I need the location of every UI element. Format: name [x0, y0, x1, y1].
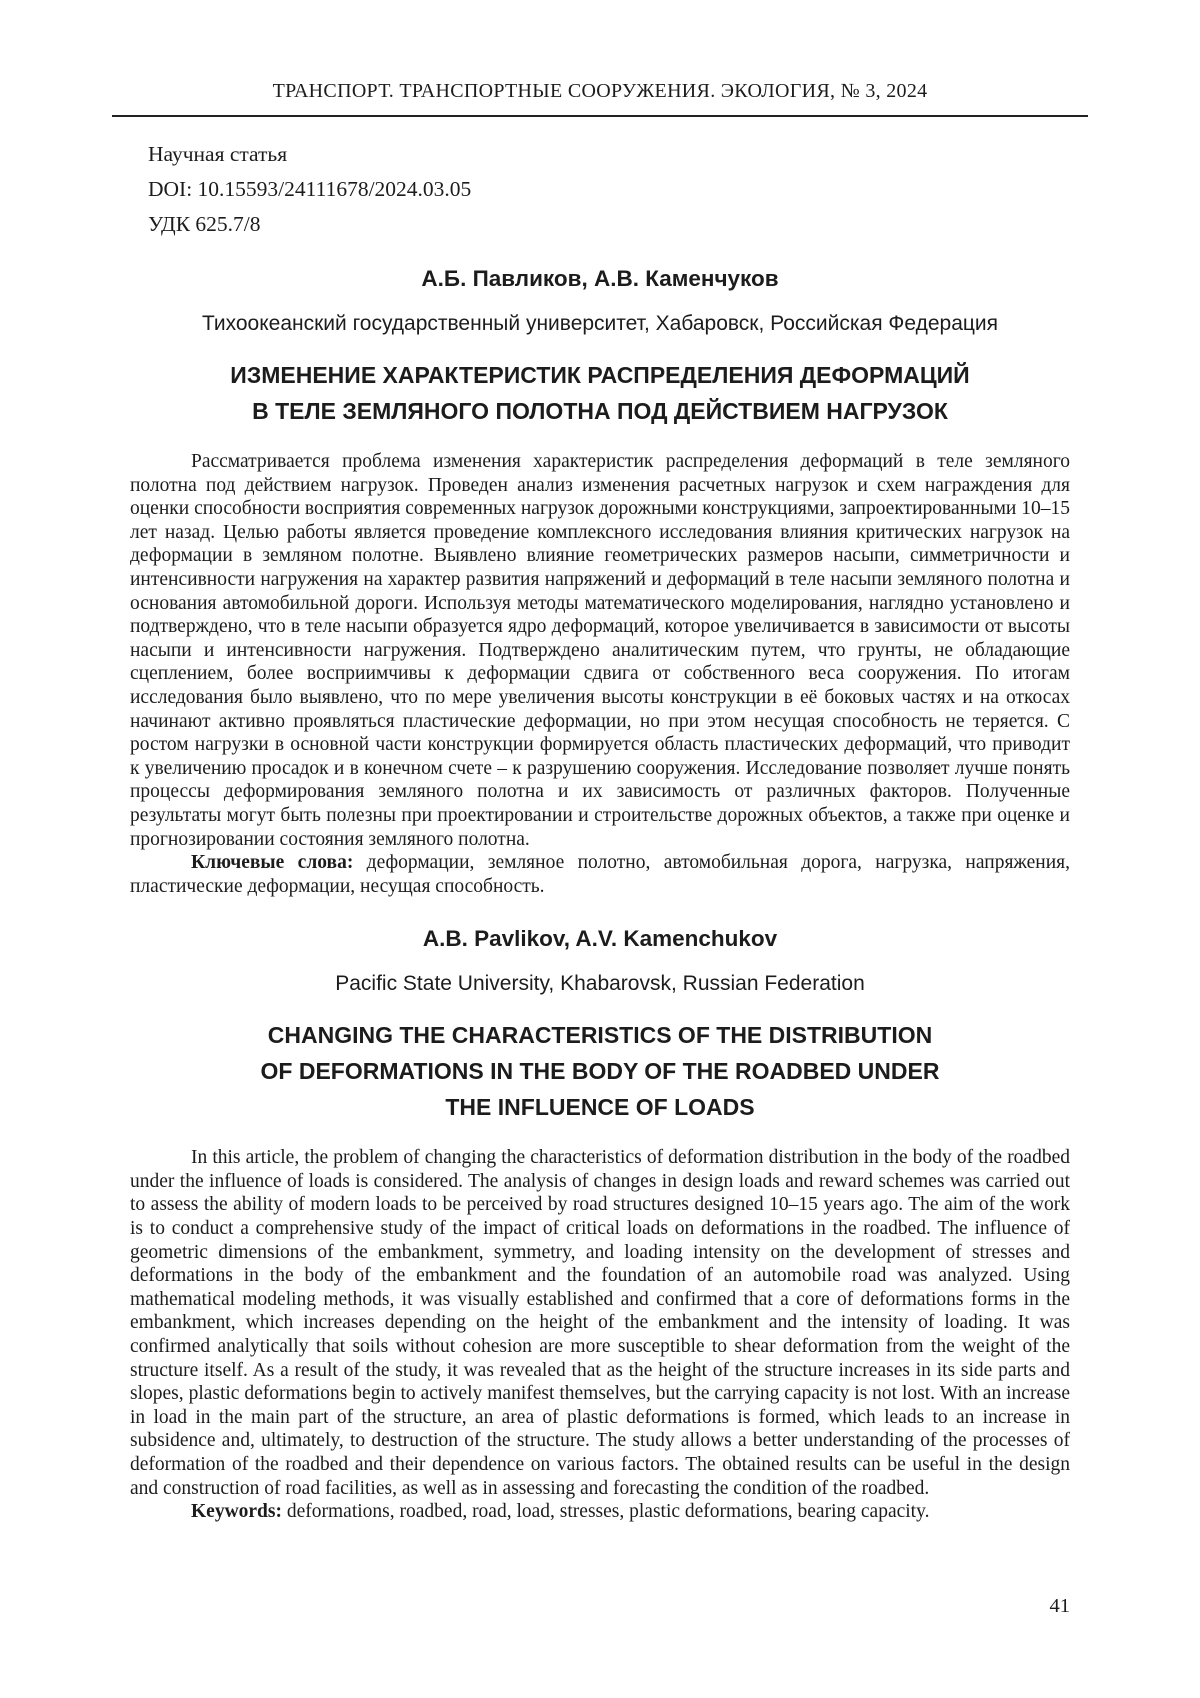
keywords-english-label: Keywords: — [191, 1501, 282, 1523]
title-russian-line2: В ТЕЛЕ ЗЕМЛЯНОГО ПОЛОТНА ПОД ДЕЙСТВИЕМ НАГРУЗОК — [252, 398, 948, 424]
journal-header: ТРАНСПОРТ. ТРАНСПОРТНЫЕ СООРУЖЕНИЯ. ЭКОЛОГИЯ, № 3, 2024 — [272, 80, 928, 102]
article-doi: DOI: 10.15593/24111678/2024.03.05 — [148, 177, 472, 201]
title-english-line1: CHANGING THE CHARACTERISTICS OF THE DISTRIBUTION — [267, 1022, 933, 1049]
title-russian — [0, 357, 1200, 429]
keywords-russian-text: деформации, земляное полотно, автомобильная дорога, нагрузка, напряжения, пластические деформации, несущая способность. — [130, 852, 1071, 897]
abstract-english-block — [130, 1146, 1070, 1524]
affiliation-russian: Тихоокеанский государственный университет, Хабаровск, Российская Федерация — [201, 312, 999, 335]
title-russian-line1: ИЗМЕНЕНИЕ ХАРАКТЕРИСТИК РАСПРЕДЕЛЕНИЯ ДЕФОРМАЦИЙ — [230, 362, 970, 388]
abstract-russian: Рассматривается проблема изменения характеристик распределения деформаций в теле земляного полотна под действием нагрузок. Проведен анализ изменения расчетных нагрузок и схем награждения для оценки способности восприятия современных нагрузок дорожными конструкциями, запроектированными 10–15 лет назад. Целью работы является проведение комплексного исследования влияния критических нагрузок на деформации в земляном полотне. Выявлено влияние геометрических размеров насыпи, симметричности и интенсивности нагружения на характер развития напряжений и деформаций в теле насыпи земляного полотна и основания автомобильной дороги. Используя методы математического моделирования, наглядно установлено и подтверждено, что в теле насыпи образуется ядро деформаций, которое увеличивается в зависимости от высоты насыпи и интенсивности нагружения. Подтверждено аналитическим путем, что грунты, не обладающие сцеплением, более восприимчивы к деформации сдвига от собственного веса сооружения. По итогам исследования было выявлено, что по мере увеличения высоты конструкции в её боковых частях и на откосах начинают активно проявляться пластические деформации, но при этом несущая способность не теряется. С ростом нагрузки в основной части конструкции формируется область пластических деформаций, что приводит к увеличению просадок и в конечном счете – к разрушению сооружения. Исследование позволяет лучше понять процессы деформирования земляного полотна и их зависимость от различных факторов. Полученные результаты могут быть полезны при проектировании и строительстве дорожных объектов, а также при оценке и прогнозировании состояния земляного полотна. — [130, 451, 1070, 850]
keywords-russian-label: Ключевые слова: — [191, 852, 354, 874]
keywords-russian — [130, 851, 1070, 898]
article-udc: УДК 625.7/8 — [148, 212, 261, 236]
keywords-english-text: deformations, roadbed, road, load, stresses, plastic deformations, bearing capacity. — [282, 1501, 930, 1523]
keywords-english — [130, 1500, 1070, 1524]
title-english-line2: OF DEFORMATIONS IN THE BODY OF THE ROADBED UNDER — [260, 1058, 940, 1085]
authors-english: A.B. Pavlikov, A.V. Kamenchukov — [422, 926, 778, 952]
page-number: 41 — [1049, 1595, 1070, 1617]
abstract-russian-block — [130, 450, 1070, 898]
header-rule — [112, 115, 1088, 117]
article-meta — [148, 137, 1052, 242]
affiliation-english: Pacific State University, Khabarovsk, Russian Federation — [335, 972, 865, 996]
article-type: Научная статья — [148, 142, 288, 166]
authors-russian: А.Б. Павликов, А.В. Каменчуков — [421, 266, 779, 291]
abstract-english: In this article, the problem of changing the characteristics of deformation distribution in the body of the roadbed under the influence of loads is considered. The analysis of changes in design loads and reward schemes was carried out to assess the ability of modern loads to be perceived by road structures designed 10–15 years ago. The aim of the work is to conduct a comprehensive study of the impact of critical loads on deformations in the roadbed. The influence of geometric dimensions of the embankment, symmetry, and loading intensity on the development of stresses and deformations in the body of the embankment and the foundation of an automobile road was analyzed. Using mathematical modeling methods, it was visually established and confirmed that a core of deformations forms in the embankment, which increases depending on the height of the embankment and the intensity of loading. It was confirmed analytically that soils without cohesion are more susceptible to shear deformation from the weight of the structure itself. As a result of the study, it was revealed that as the height of the structure increases in its side parts and slopes, plastic deformations begin to actively manifest themselves, but the carrying capacity is not lost. With an increase in load in the main part of the structure, an area of plastic deformations is formed, which leads to an increase in subsidence and, ultimately, to destruction of the structure. The study allows a better understanding of the processes of deformation of the roadbed and their dependence on various factors. The obtained results can be useful in the design and construction of road facilities, as well as in assessing and forecasting the condition of the roadbed. — [130, 1147, 1070, 1499]
title-english-line3: THE INFLUENCE OF LOADS — [445, 1094, 755, 1121]
title-english — [0, 1017, 1200, 1125]
